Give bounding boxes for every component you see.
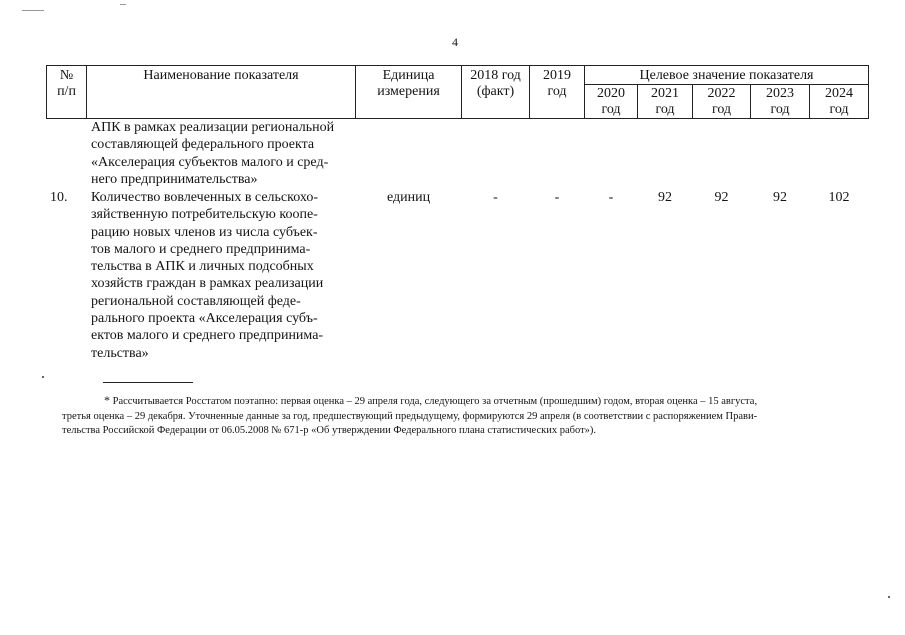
scan-artifact	[888, 596, 890, 598]
target-2024: 102	[828, 190, 850, 205]
footnote	[62, 393, 852, 439]
scan-artifact	[42, 376, 44, 378]
indicator-name: Количество вовлеченных в сельскохо- зяйственную потребительскую коопе- рацию новых членов из числа субъек- тов малого и среднего предпринима- тельства в АПК и личных подсобных хозяйств граждан в рамках реализации региональной составляющей феде- рального проекта «Акселерация субъ- ектов малого и среднего предпринима- тельства»	[91, 190, 324, 361]
header-year-2024: 2024 год	[825, 86, 853, 117]
scan-artifact	[22, 10, 44, 11]
header-year-2021: 2021 год	[651, 86, 679, 117]
header-unit-col: Единица измерения	[377, 68, 440, 99]
header-number-col: № п/п	[57, 68, 76, 99]
header-target-group: Целевое значение показателя	[639, 68, 814, 83]
header-2018-col: 2018 год (факт)	[470, 68, 521, 99]
continuation-text: АПК в рамках реализации региональной составляющей федерального проекта «Акселерация субъектов малого и сред- него предпринимательства»	[91, 120, 335, 187]
value-2018: -	[493, 190, 498, 205]
row-number: 10.	[50, 190, 68, 205]
target-2020: -	[608, 190, 614, 205]
target-2022: 92	[714, 190, 729, 205]
header-name-col: Наименование показателя	[143, 68, 299, 83]
unit-cell: единиц	[386, 190, 431, 205]
footnote-marker: *	[104, 393, 110, 407]
scan-artifact	[120, 4, 126, 5]
footnote-line: тельства Российской Федерации от 06.05.2008 № 671-р «Об утверждении Федерального плана статистических работ»).	[62, 425, 597, 436]
header-year-2023: 2023 год	[766, 86, 794, 117]
header-2019-col: 2019 год	[543, 68, 571, 99]
header-year-2020: 2020 год	[597, 86, 625, 117]
footnote-line: третья оценка – 29 декабря. Уточненные данные за год, предшествующий предыдущему, формируются 29 апреля (в соответствии с распоряжением Прави-	[62, 410, 758, 422]
target-2021: 92	[658, 190, 672, 205]
footnote-separator	[103, 382, 193, 383]
target-2023: 92	[773, 190, 787, 205]
footnote-line: Рассчитывается Росстатом поэтапно: первая оценка – 29 апреля года, следующего за отчетным (прошедшим) годом, вторая оценка – 15 августа,	[112, 396, 758, 407]
value-2019: -	[554, 190, 560, 205]
header-year-2022: 2022 год	[707, 86, 736, 117]
page-number: 4	[452, 35, 458, 49]
